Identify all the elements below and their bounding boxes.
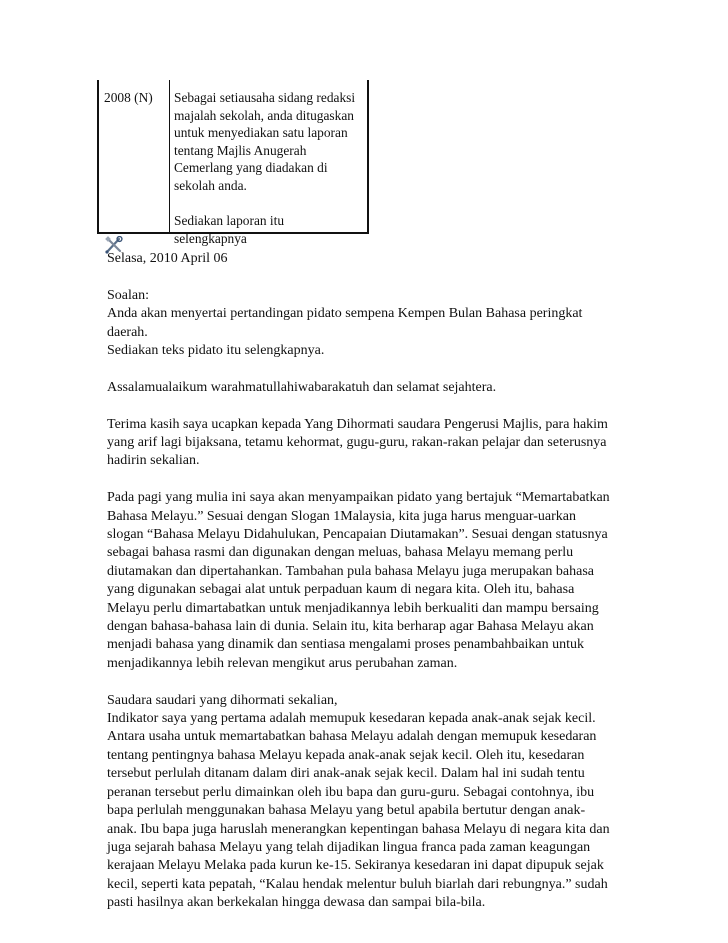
- question-line: Sebagai setiausaha sidang redaksi: [174, 90, 356, 105]
- question-year: 2008 (N): [104, 90, 153, 105]
- text-line: hadirin sekalian.: [107, 453, 200, 469]
- text-line: tersebut perlulah ditanam dalam diri anak-anak sejak kecil. Dalam hal ini sudah tentu: [107, 766, 585, 782]
- question-box: [97, 80, 369, 246]
- instruction-line: Sediakan laporan itu: [174, 213, 285, 229]
- question-block: [107, 287, 619, 361]
- question-line: majalah sekolah, anda ditugaskan: [174, 107, 354, 123]
- instruction-line: selengkapnya: [174, 230, 247, 246]
- text-line: peranan tersebut perlu dimainkan oleh ibu bapa dan guru-guru. Sebagai contohnya, ibu: [107, 784, 595, 800]
- paragraph-1: [107, 416, 619, 471]
- greeting: Assalamualaikum warahmatullahiwabarakatuh dan selamat sejahtera.: [107, 379, 497, 395]
- text-line: anak. Ibu bapa juga haruslah menerangkan kepentingan bahasa Melayu di negara kita dan: [107, 821, 610, 837]
- text-line: pasti hasilnya akan berkekalan hingga dewasa dan sampai bila-bila.: [107, 895, 486, 911]
- text-line: tentang pentingnya bahasa Melayu kepada anak-anak sejak kecil. Oleh itu, kesedaran: [107, 747, 585, 763]
- question-heading: Soalan:: [107, 287, 149, 303]
- text-line: kecil, seperti kata pepatah, “Kalau hendak melentur buluh biarlah dari rebungnya.” sudah: [107, 876, 608, 892]
- text-line: dengan bahasa-bahasa lain di dunia. Selain itu, kita berharap agar Bahasa Melayu akan: [107, 619, 594, 635]
- question-line: tentang Majlis Anugerah: [174, 142, 307, 158]
- column-divider: [169, 80, 170, 232]
- text-line: yang arif lagi bijaksana, tetamu kehormat, gugu-guru, rakan-rakan pelajar dan seterusnya: [107, 435, 607, 451]
- post-date: Selasa, 2010 April 06: [107, 251, 228, 266]
- text-line: slogan “Bahasa Melayu Didahulukan, Pencapaian Diutamakan”. Sesuai dengan statusnya: [107, 527, 608, 543]
- text-line: Bahasa Melayu.” Sesuai dengan Slogan 1Malaysia, kita juga harus menguar-uarkan: [107, 508, 576, 524]
- question-line: Anda akan menyertai pertandingan pidato sempena Kempen Bulan Bahasa peringkat: [107, 306, 583, 322]
- text-line: Melayu perlu dimartabatkan untuk menjadikannya lebih berkualiti dan mampu bersaing: [107, 600, 599, 616]
- question-line: untuk menyediakan satu laporan: [174, 125, 348, 141]
- text-line: Antara usaha untuk memartabatkan bahasa Melayu adalah dengan memupuk kesedaran: [107, 729, 597, 745]
- post-body: [107, 250, 619, 931]
- paragraph-2: [107, 489, 619, 673]
- text-line: Pada pagi yang mulia ini saya akan menyampaikan pidato yang bertajuk “Memartabatkan: [107, 490, 610, 506]
- text-line: Saudara saudari yang dihormati sekalian,: [107, 692, 338, 708]
- question-line: Sediakan teks pidato itu selengkapnya.: [107, 343, 325, 359]
- text-line: kerajaan Melayu Melaka pada kurun ke-15. Sekiranya kesedaran ini dapat dipupuk sejak: [107, 858, 604, 874]
- text-line: Indikator saya yang pertama adalah memupuk kesedaran kepada anak-anak sejak kecil.: [107, 711, 596, 727]
- text-line: bapa perlulah menggunakan bahasa Melayu yang betul apabila bertutur dengan anak-: [107, 803, 586, 819]
- text-line: diutamakan dan dipertahankan. Tambahan pula bahasa Melayu juga merupakan bahasa: [107, 563, 595, 579]
- text-line: menjadikannya lebih relevan mengikut arus perubahan zaman.: [107, 655, 458, 671]
- text-line: Terima kasih saya ucapkan kepada Yang Dihormati saudara Pengerusi Majlis, para hakim: [107, 416, 608, 432]
- text-line: sebagai bahasa rasmi dan digunakan dengan meluas, bahasa Melayu memang perlu: [107, 545, 574, 561]
- question-line: Cemerlang yang diadakan di: [174, 160, 328, 176]
- paragraph-3: [107, 692, 619, 913]
- spacer: [174, 195, 366, 213]
- question-line: daerah.: [107, 324, 148, 340]
- text-line: juga sejarah bahasa Melayu yang telah dijadikan lingua franca pada zaman keagungan: [107, 839, 591, 855]
- question-text: [174, 89, 366, 247]
- question-line: sekolah anda.: [174, 177, 247, 193]
- text-line: yang digunakan sebagai alat untuk perpaduan kaum di negara kita. Oleh itu, bahasa: [107, 582, 575, 598]
- text-line: menjadi bahasa yang dinamik dan sentiasa mengalami proses penambahbaikan untuk: [107, 637, 585, 653]
